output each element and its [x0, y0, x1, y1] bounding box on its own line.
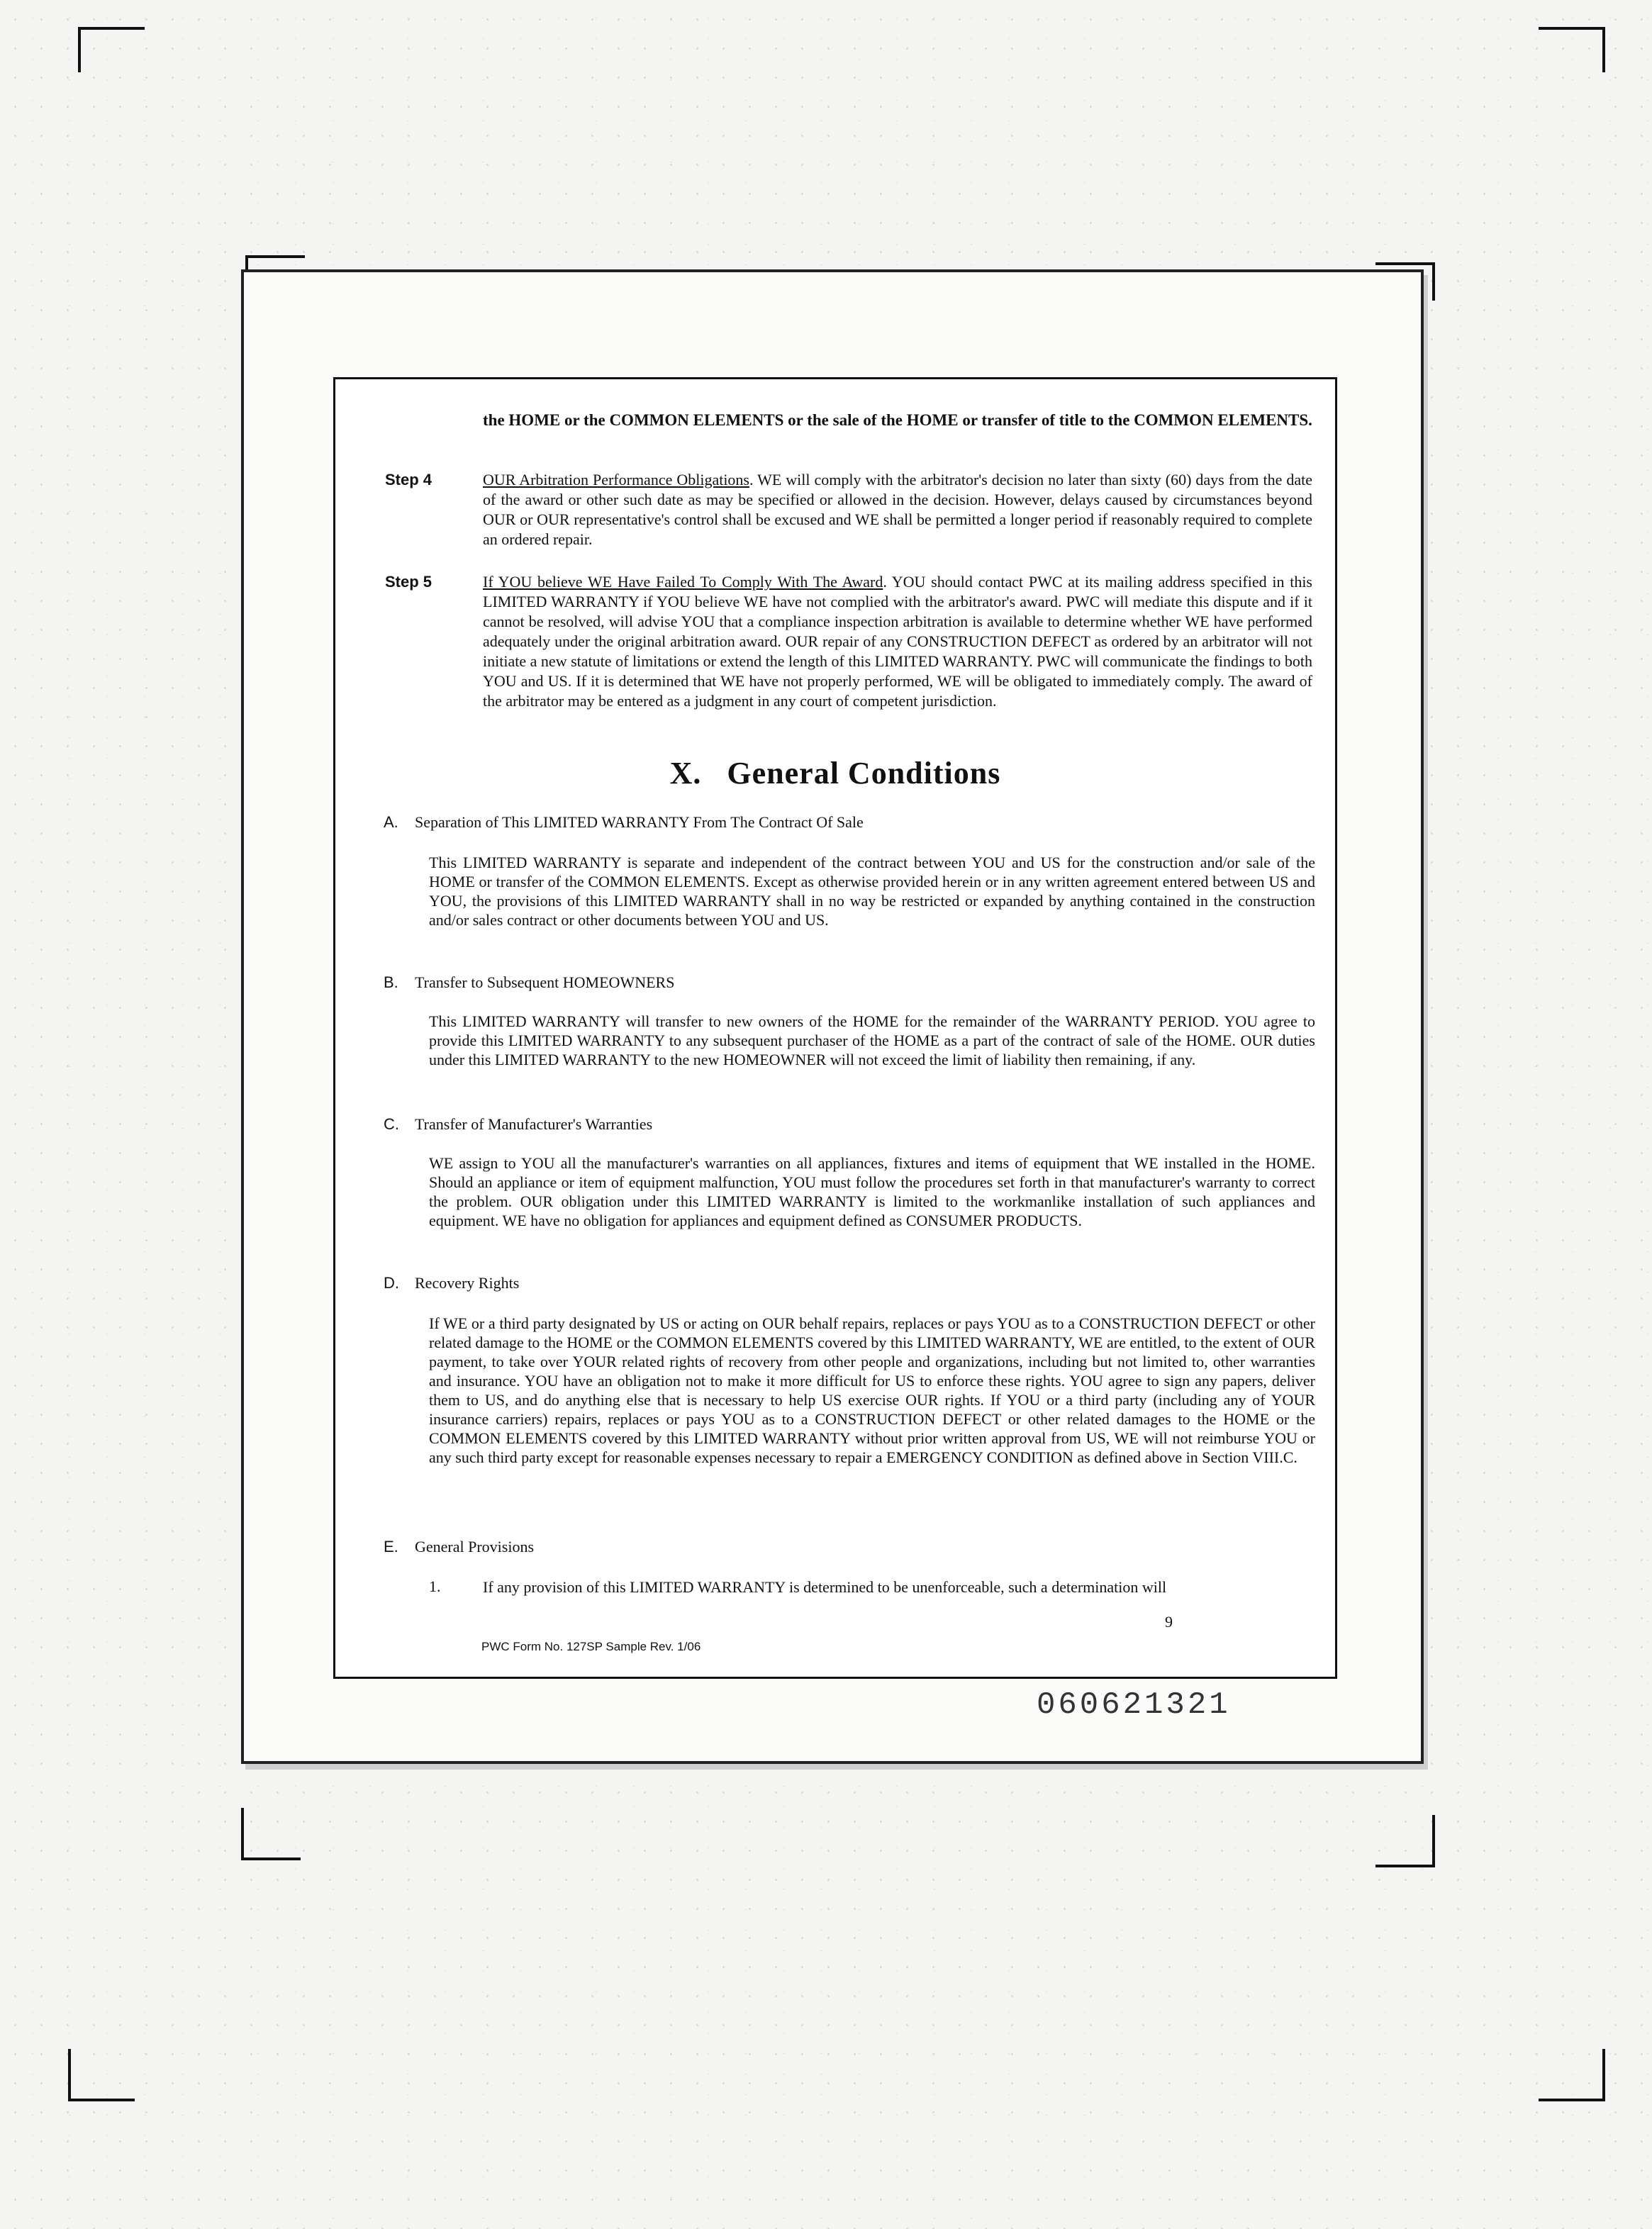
crop-mark-top-left [78, 27, 145, 72]
bates-stamp: 060621321 [1037, 1687, 1231, 1723]
crop-mark-bottom-right [1539, 2049, 1605, 2101]
provision-number: 1. [429, 1577, 441, 1595]
subsection-title: General Provisions [415, 1538, 535, 1555]
subsection-title: Transfer of Manufacturer's Warranties [415, 1115, 653, 1133]
provision-text: If any provision of this LIMITED WARRANTY is determined to be unenforceable, such a determination will [483, 1578, 1167, 1596]
subsection-letter: A. [384, 813, 398, 831]
crop-mark-mid-right [1375, 1815, 1435, 1867]
subsection-letter: D. [384, 1274, 399, 1292]
subsection-title: Transfer to Subsequent HOMEOWNERS [415, 973, 675, 991]
step-5 [385, 572, 1312, 735]
section-title: X. General Conditions [669, 756, 1001, 791]
subsection-text-a: This LIMITED WARRANTY is separate and independent of the contract between YOU and US for the construction and/or sale of the HOME or transfer of the COMMON ELEMENTS. Except as otherwise provided herein or in any written agreement entered between US and YOU, the provisions of this LIMITED WARRANTY shall in no way be restricted or expanded by anything contained in the construction and/or sales contract or other documents between YOU and US. [429, 854, 1315, 929]
crop-mark-bottom-left [68, 2049, 135, 2101]
subsection-letter: E. [384, 1538, 398, 1555]
subsection-letter: B. [384, 973, 398, 991]
subsection-text-b: This LIMITED WARRANTY will transfer to new owners of the HOME for the remainder of the WARRANTY PERIOD. YOU agree to provide this LIMITED WARRANTY to any subsequent purchaser of the HOME as a part of the contract of sale of the HOME. OUR duties under this LIMITED WARRANTY to the new HOMEOWNER will not exceed the limit of liability then remaining, if any. [429, 1012, 1315, 1068]
crop-mark-top-right [1539, 27, 1605, 72]
form-number: PWC Form No. 127SP Sample Rev. 1/06 [481, 1640, 701, 1653]
subsection-text-c: WE assign to YOU all the manufacturer's warranties on all appliances, fixtures and items of equipment that WE installed in the HOME. Should an appliance or item of equipment malfunction, YOU must follow the procedures set forth in that manufacturer's warranty to correct the problem. OUR obligation under this LIMITED WARRANTY is limited to the workmanlike installation of such appliances and equipment. WE have no obligation for appliances and equipment defined as CONSUMER PRODUCTS. [429, 1154, 1315, 1229]
step-label: Step 5 [385, 573, 432, 591]
step-label: Step 4 [385, 471, 432, 488]
step-heading: If YOU believe WE Have Failed To Comply With The Award [483, 573, 883, 591]
subsection-title: Separation of This LIMITED WARRANTY From The Contract Of Sale [415, 813, 864, 831]
subsection-letter: C. [384, 1115, 399, 1133]
step-text: . WE will comply with the arbitrator's decision no later than sixty (60) days from the date of the award or other such date as may be specified or allowed in the decision. However, delays caused by circumstances beyond OUR or OUR representative's control shall be excused and WE shall be permitted a longer period if reasonably required to complete an ordered repair. [483, 471, 1312, 548]
subsection-text-d: If WE or a third party designated by US or acting on OUR behalf repairs, replaces or pays YOU as to a CONSTRUCTION DEFECT or other related damage to the HOME or the COMMON ELEMENTS covered by this LIMITED WARRANTY, WE are entitled, to the extent of OUR payment, to take over YOUR related rights of recovery from other people and organizations, including but not limited to, other warranties and insurance. YOU have an obligation not to make it more difficult for US to enforce these rights. YOU agree to sign any papers, deliver them to US, and do anything else that is necessary to help US exercise OUR rights. If YOU or a third party (including any of YOUR insurance carriers) repairs, replaces or pays YOU as to a CONSTRUCTION DEFECT or other related damages to the HOME or the COMMON ELEMENTS covered by this LIMITED WARRANTY without prior written approval from US, WE will not reimburse YOU or any such third party except for reasonable expenses necessary to repair a EMERGENCY CONDITION as defined above in Section VIII.C. [429, 1314, 1315, 1466]
step-text: . YOU should contact PWC at its mailing address specified in this LIMITED WARRANTY if YOU believe WE have not complied with the arbitrator's award. PWC will mediate this dispute and if it cannot be resolved, will advise YOU that a compliance inspection arbitration is available to determine whether WE have performed adequately under the original arbitration award. OUR repair of any CONSTRUCTION DEFECT as ordered by an arbitrator will not initiate a new statute of limitations or extend the length of this LIMITED WARRANTY. PWC will communicate the findings to both YOU and US. If it is determined that WE have not properly performed, WE will be obligated to immediately comply. The award of the arbitrator may be entered as a judgment in any court of competent jurisdiction. [483, 573, 1312, 710]
page-number: 9 [1165, 1613, 1173, 1631]
document-page [333, 377, 1337, 1679]
subsection-title: Recovery Rights [415, 1274, 520, 1292]
continued-text: the HOME or the COMMON ELEMENTS or the sale of the HOME or transfer of title to the COMMON ELEMENTS. [483, 411, 1312, 429]
step-body [483, 572, 1312, 711]
step-4 [385, 470, 1312, 552]
step-heading: OUR Arbitration Performance Obligations [483, 471, 749, 488]
step-body [483, 470, 1312, 549]
crop-mark-mid-left [241, 1808, 301, 1860]
